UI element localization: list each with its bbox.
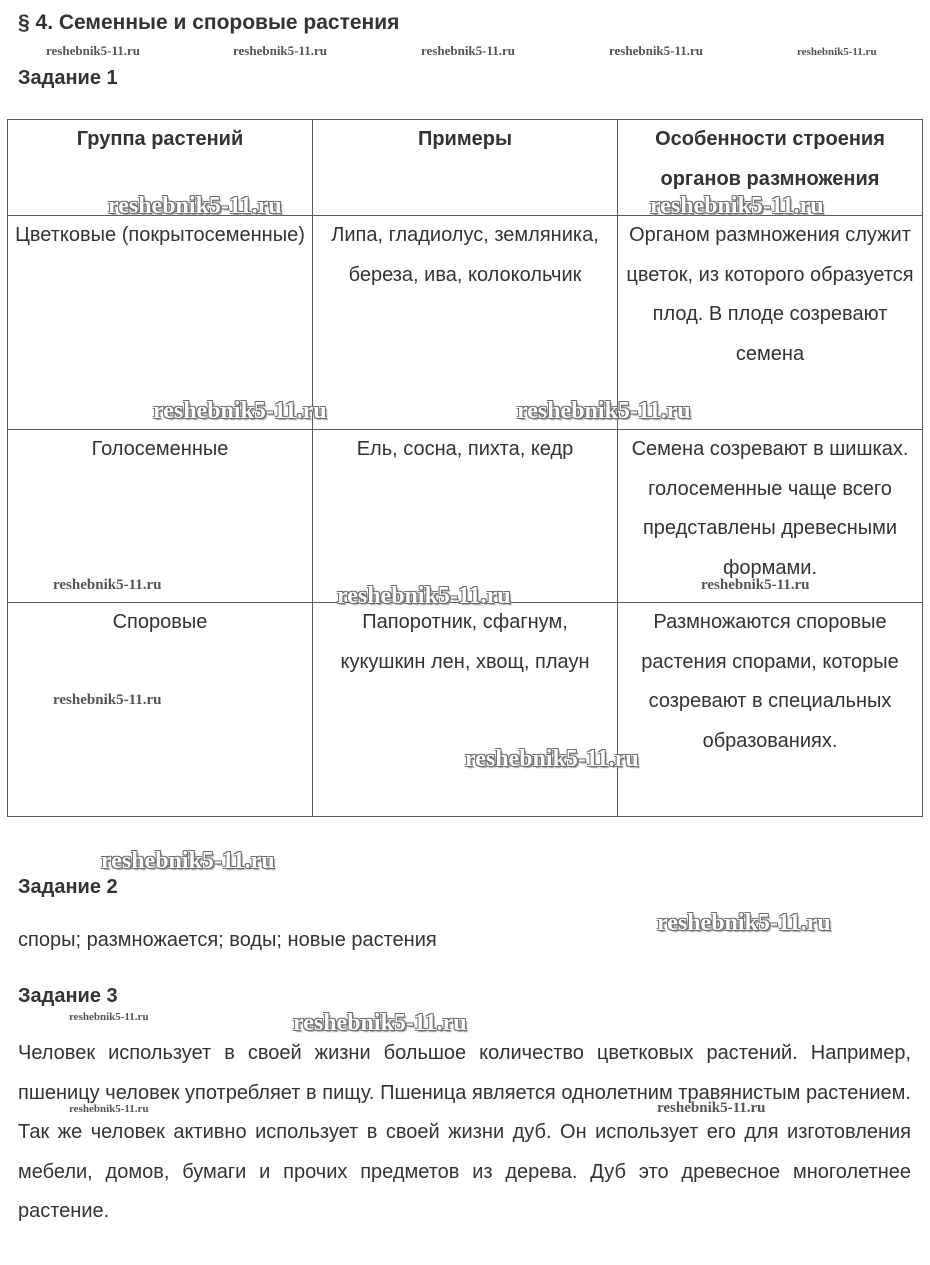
cell-examples: Папоротник, сфагнум, кукушкин лен, хвощ, плаун <box>313 603 618 817</box>
cell-group: Споровые <box>8 603 313 817</box>
cell-examples: Липа, гладиолус, земляника, береза, ива, колокольчик <box>313 216 618 430</box>
cell-features: Семена созревают в шишках. голосеменные чаще всего представлены древесными формами. <box>618 430 923 603</box>
table-row <box>8 430 923 603</box>
watermark: reshebnik5-11.ru <box>108 193 282 219</box>
watermark: reshebnik5-11.ru <box>69 1103 149 1115</box>
plant-groups-table <box>7 119 923 817</box>
watermark: reshebnik5-11.ru <box>101 848 275 874</box>
page-title: § 4. Семенные и споровые растения <box>18 11 400 34</box>
watermark: reshebnik5-11.ru <box>53 692 162 708</box>
table-header-row <box>8 120 923 216</box>
task-1-heading: Задание 1 <box>18 67 118 89</box>
cell-features: Размножаются споровые растения спорами, которые созревают в специальных образованиях. <box>618 603 923 817</box>
task-2-heading: Задание 2 <box>18 876 118 898</box>
watermark: reshebnik5-11.ru <box>701 577 810 593</box>
task-2-answer: споры; размножается; воды; новые растения <box>18 929 437 951</box>
cell-group: Голосеменные <box>8 430 313 603</box>
watermark: reshebnik5-11.ru <box>650 193 824 219</box>
watermark: reshebnik5-11.ru <box>421 43 516 58</box>
cell-features: Органом размножения служит цветок, из которого образуется плод. В плоде созревают семена <box>618 216 923 430</box>
header-plant-group: Группа растений <box>8 120 313 216</box>
header-examples: Примеры <box>313 120 618 216</box>
watermark: reshebnik5-11.ru <box>465 746 639 772</box>
watermark: reshebnik5-11.ru <box>233 43 328 58</box>
watermark: reshebnik5-11.ru <box>657 910 831 936</box>
watermark: reshebnik5-11.ru <box>609 43 704 58</box>
watermark: reshebnik5-11.ru <box>69 1011 149 1023</box>
header-reproduction-features: Особенности строения органов размножения <box>618 120 923 216</box>
watermark: reshebnik5-11.ru <box>337 583 511 609</box>
cell-examples: Ель, сосна, пихта, кедр <box>313 430 618 603</box>
table-row <box>8 603 923 817</box>
watermark: reshebnik5-11.ru <box>46 43 141 58</box>
watermark: reshebnik5-11.ru <box>53 577 162 593</box>
task-3-heading: Задание 3 <box>18 985 118 1007</box>
watermark: reshebnik5-11.ru <box>657 1100 766 1116</box>
cell-group: Цветковые (покрытосеменные) <box>8 216 313 430</box>
watermark: reshebnik5-11.ru <box>797 46 877 58</box>
watermark: reshebnik5-11.ru <box>153 398 327 424</box>
watermark: reshebnik5-11.ru <box>517 398 691 424</box>
watermark: reshebnik5-11.ru <box>293 1010 467 1036</box>
task-3-answer-text: Человек использует в своей жизни большое количество цветковых растений. Например, пшеницу человек употребляет в пищу. Пшеница является однолетним травянистым растением. Так же человек активно использует в своей жизни дуб. Он использует его для изготовления мебели, домов, бумаги и прочих предметов из дерева. Дуб это древесное многолетнее растение. <box>18 1042 911 1222</box>
table-row <box>8 216 923 430</box>
